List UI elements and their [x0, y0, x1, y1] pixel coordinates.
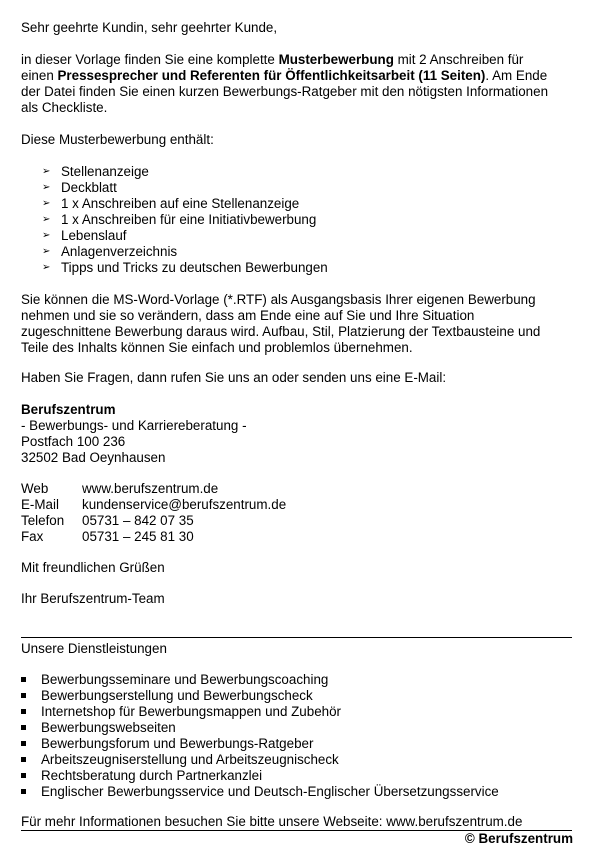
phone-number: 05731 – 842 07 35: [82, 513, 194, 528]
arrow-bullet-icon: ➢: [42, 262, 51, 273]
list-item: Anlagenverzeichnis: [61, 244, 178, 259]
intro-line-3: der Datei finden Sie einen kurzen Bewerbungs-Ratgeber mit den nötigsten Informationen: [21, 84, 549, 99]
contact-label: Fax: [21, 529, 44, 544]
signature: Ihr Berufszentrum-Team: [21, 591, 165, 606]
salutation: Sehr geehrte Kundin, sehr geehrter Kunde,: [21, 20, 278, 35]
arrow-bullet-icon: ➢: [42, 214, 51, 225]
list-item: Stellenanzeige: [61, 164, 149, 179]
list-item: 1 x Anschreiben für eine Initiativbewerbung: [61, 212, 317, 227]
arrow-bullet-icon: ➢: [42, 230, 51, 241]
usage-line-1: Sie können die MS-Word-Vorlage (*.RTF) als Ausgangsbasis Ihrer eigenen Bewerbung: [21, 292, 536, 307]
service-item: Englischer Bewerbungsservice und Deutsch-Englischer Übersetzungsservice: [41, 784, 499, 799]
email-link[interactable]: kundenservice@berufszentrum.de: [82, 497, 287, 512]
contact-label: E-Mail: [21, 497, 59, 512]
service-item: Rechtsberatung durch Partnerkanzlei: [41, 768, 263, 783]
service-item: Bewerbungswebseiten: [41, 720, 176, 735]
company-city: 32502 Bad Oeynhausen: [21, 450, 166, 465]
divider: [21, 637, 572, 638]
company-tagline: - Bewerbungs- und Karriereberatung -: [21, 418, 247, 433]
usage-line-2: nehmen und sie so verändern, dass am Ende eine auf Sie und Ihre Situation: [21, 308, 475, 323]
intro-line-4: als Checkliste.: [21, 100, 108, 115]
square-bullet-icon: [21, 725, 26, 730]
intro-text: in dieser Vorlage finden Sie eine komplette: [21, 52, 279, 67]
contents-heading: Diese Musterbewerbung enthält:: [21, 132, 214, 147]
service-item: Bewerbungsforum und Bewerbungs-Ratgeber: [41, 736, 314, 751]
contact-label: Web: [21, 481, 49, 496]
arrow-bullet-icon: ➢: [42, 246, 51, 257]
service-item: Internetshop für Bewerbungsmappen und Zubehör: [41, 704, 342, 719]
service-item: Arbeitszeugniserstellung und Arbeitszeugnischeck: [41, 752, 339, 767]
usage-line-3: zugeschnittene Bewerbung daraus wird. Aufbau, Stil, Platzierung der Textbausteine und: [21, 324, 541, 339]
usage-line-4: Teile des Inhalts können Sie einfach und problemlos übernehmen.: [21, 340, 413, 355]
intro-text: einen: [21, 68, 58, 83]
square-bullet-icon: [21, 757, 26, 762]
closing: Mit freundlichen Grüßen: [21, 560, 165, 575]
web-link[interactable]: www.berufszentrum.de: [82, 481, 219, 496]
intro-text: mit 2 Anschreiben für: [393, 52, 524, 67]
services-heading: Unsere Dienstleistungen: [21, 641, 167, 656]
fax-number: 05731 – 245 81 30: [82, 529, 194, 544]
questions-text: Haben Sie Fragen, dann rufen Sie uns an oder senden uns eine E-Mail:: [21, 370, 447, 385]
intro-text: . Am Ende: [485, 68, 548, 83]
square-bullet-icon: [21, 709, 26, 714]
arrow-bullet-icon: ➢: [42, 182, 51, 193]
company-postbox: Postfach 100 236: [21, 434, 126, 449]
arrow-bullet-icon: ➢: [42, 198, 51, 209]
square-bullet-icon: [21, 677, 26, 682]
square-bullet-icon: [21, 789, 26, 794]
intro-line-2: [21, 68, 547, 84]
list-item: Tipps und Tricks zu deutschen Bewerbungen: [61, 260, 328, 275]
contact-label: Telefon: [21, 513, 65, 528]
company-name: Berufszentrum: [21, 402, 116, 417]
copyright: © Berufszentrum: [464, 831, 573, 846]
more-info-text: Für mehr Informationen besuchen Sie bitte unsere Webseite: www.berufszentrum.de: [21, 814, 523, 829]
square-bullet-icon: [21, 693, 26, 698]
list-item: 1 x Anschreiben auf eine Stellenanzeige: [61, 196, 300, 211]
list-item: Deckblatt: [61, 180, 117, 195]
intro-bold: Musterbewerbung: [278, 52, 394, 67]
intro-line-1: [21, 52, 523, 68]
square-bullet-icon: [21, 773, 26, 778]
square-bullet-icon: [21, 741, 26, 746]
intro-bold: Pressesprecher und Referenten für Öffentlichkeitsarbeit (11 Seiten): [57, 68, 486, 83]
service-item: Bewerbungsseminare und Bewerbungscoaching: [41, 672, 329, 687]
service-item: Bewerbungserstellung und Bewerbungscheck: [41, 688, 313, 703]
arrow-bullet-icon: ➢: [42, 166, 51, 177]
list-item: Lebenslauf: [61, 228, 127, 243]
